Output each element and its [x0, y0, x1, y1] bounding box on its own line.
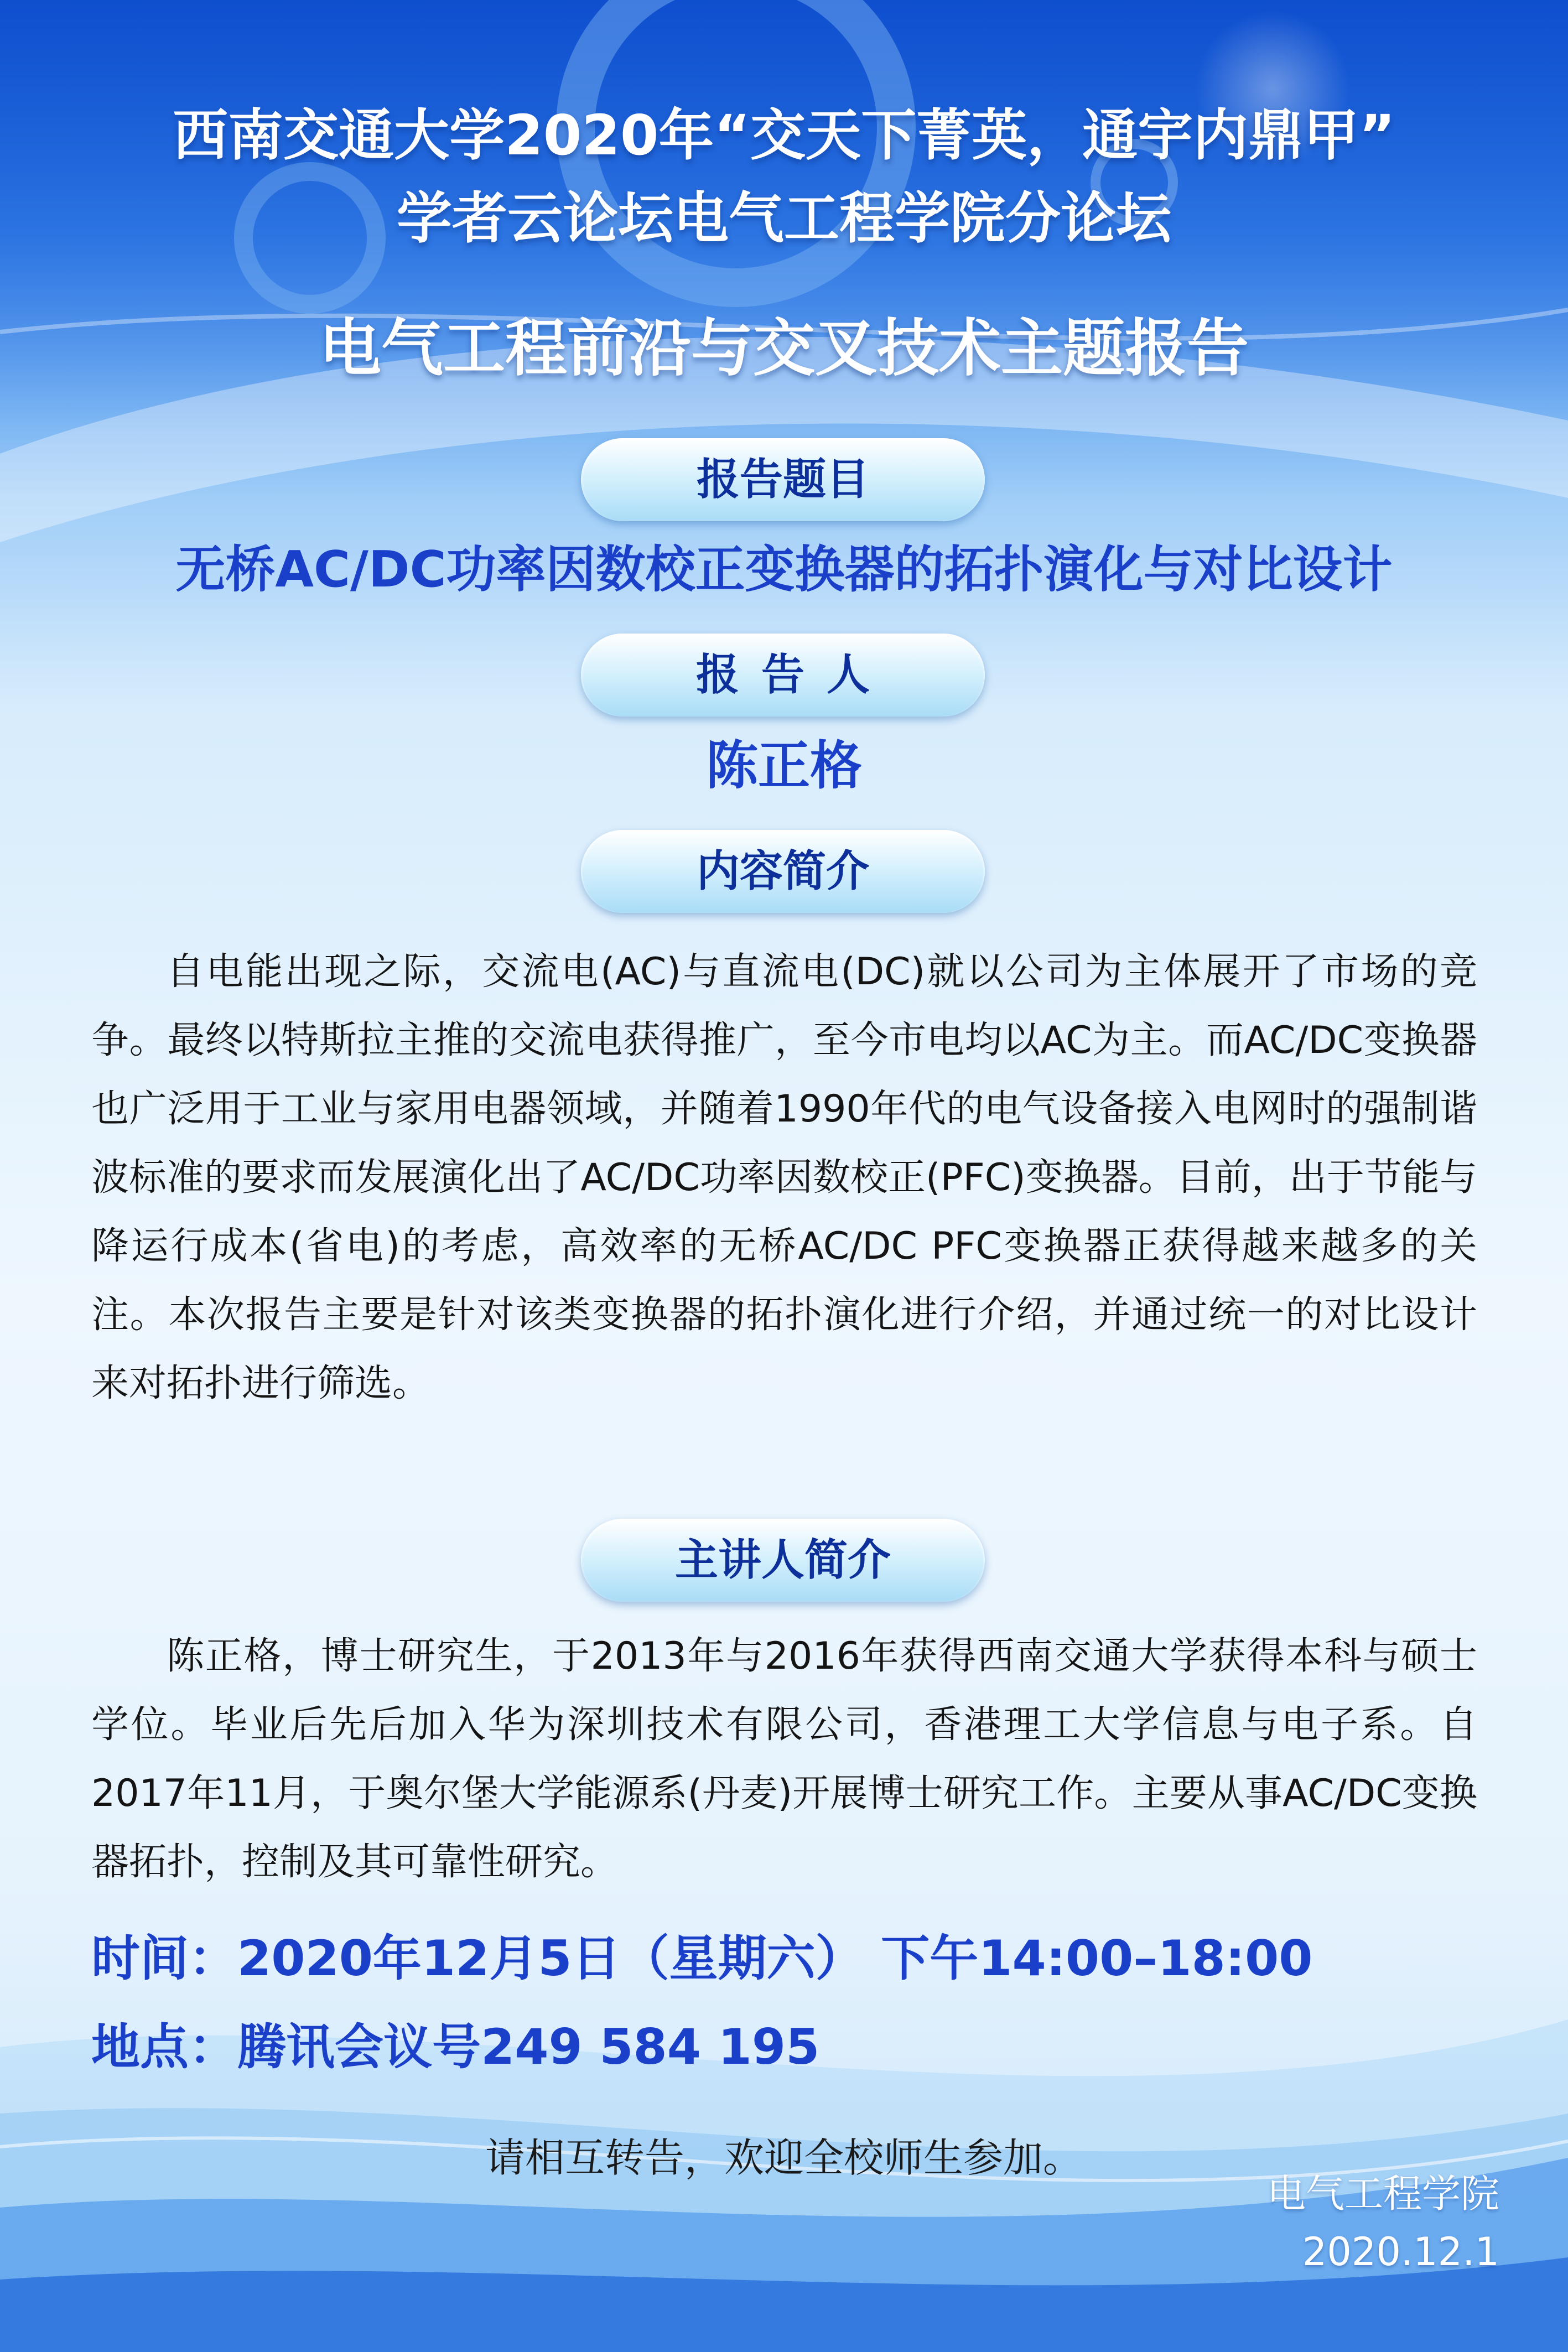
event-time: 时间：2020年12月5日（星期六） 下午14:00–18:00	[91, 1930, 1313, 1987]
speaker-label: 报告人	[695, 650, 892, 700]
topic-label-badge	[581, 438, 985, 521]
forum-title-line-2: 学者云论坛电气工程学院分论坛	[397, 186, 1171, 251]
speaker-label-badge	[581, 634, 985, 716]
topic-label: 报告题目	[696, 455, 869, 505]
event-location: 地点：腾讯会议号249 584 195	[91, 2018, 820, 2075]
notice-date: 2020.12.1	[1302, 2229, 1499, 2275]
content-label: 内容简介	[696, 847, 869, 896]
bio-label-badge	[581, 1519, 985, 1602]
content-label-badge	[581, 830, 985, 913]
content-intro-paragraph: 自电能出现之际，交流电(AC)与直流电(DC)就以公司为主体展开了市场的竞争。最终以特斯拉主推的交流电获得推广，至今市电均以AC为主。而AC/DC变换器也广泛用于工业与家用电器领域，并随着1990年代的电气设备接入电网时的强制谐波标准的要求而发展演化出了AC/DC功率因数校正(PFC)变换器。目前，出于节能与降运行成本(省电)的考虑，高效率的无桥AC/DC PFC变换器正获得越来越多的关注。本次报告主要是针对该类变换器的拓扑演化进行介绍，并通过统一的对比设计来对拓扑进行筛选。	[91, 950, 1477, 1405]
forum-title-line-1: 西南交通大学2020年“交天下菁英，通宇内鼎甲”	[173, 103, 1395, 168]
main-heading: 电气工程前沿与交叉技术主题报告	[319, 313, 1249, 385]
organizer-signature: 电气工程学院	[1267, 2171, 1499, 2216]
report-title: 无桥AC/DC功率因数校正变换器的拓扑演化与对比设计	[175, 541, 1393, 599]
bio-label: 主讲人简介	[674, 1535, 891, 1585]
speaker-bio-paragraph: 陈正格，博士研究生，于2013年与2016年获得西南交通大学获得本科与硕士学位。毕业后先后加入华为深圳技术有限公司，香港理工大学信息与电子系。自2017年11月，于奥尔堡大学能源系(丹麦)开展博士研究工作。主要从事AC/DC变换器拓扑，控制及其可靠性研究。	[91, 1634, 1477, 1884]
invitation-text: 请相互转告，欢迎全校师生参加。	[485, 2135, 1083, 2181]
speaker-name: 陈正格	[705, 736, 862, 796]
